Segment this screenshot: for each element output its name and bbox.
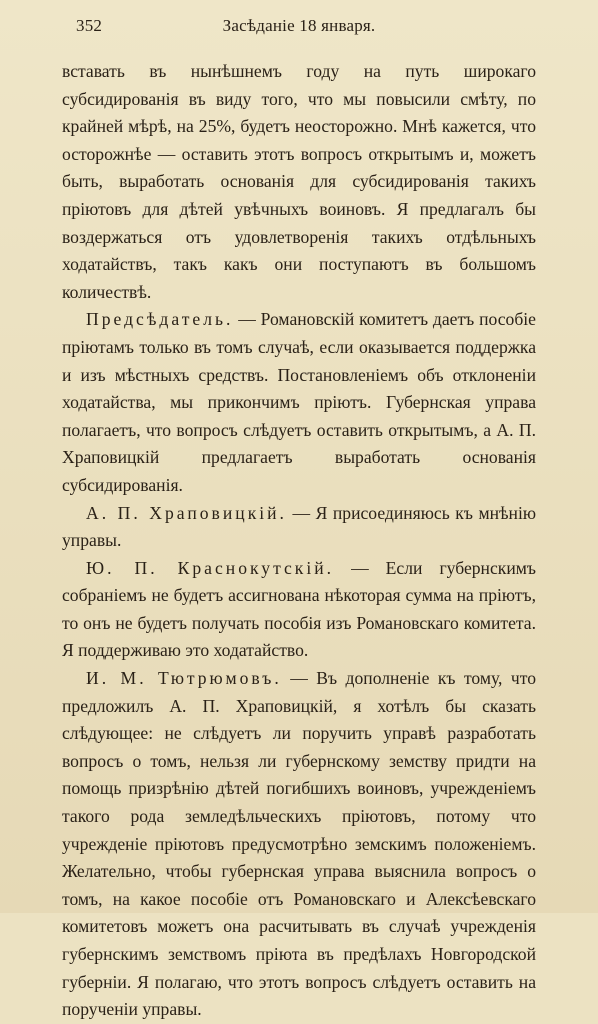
speaker-name: А. П. Храповицкій. xyxy=(86,502,287,523)
paragraph-text: — Если губернскимъ собраніемъ не будетъ ассигнована нѣкоторая сумма на пріютъ, то онъ не будетъ получать пособія изъ Романовскаго комитета. Я поддерживаю это ходатайство. xyxy=(62,557,536,661)
speaker-name: И. М. Тютрюмовъ. xyxy=(86,668,282,689)
paragraph-khrapovitsky xyxy=(62,500,536,555)
speaker-name: Предсѣдатель. xyxy=(86,309,234,330)
paragraph-tyutryumov xyxy=(62,665,536,1024)
running-title: Засѣданіе 18 января. xyxy=(222,16,376,35)
paragraph-continuation xyxy=(62,58,536,306)
page-number: 352 xyxy=(76,16,103,35)
speaker-name: Ю. П. Краснокутскій. xyxy=(86,557,335,578)
paragraph-text: вставать въ нынѣшнемъ году на путь широкаго субсидированія въ виду того, что мы повысили смѣту, по крайней мѣрѣ, на 25%, будетъ неосторожно. Мнѣ кажется, что осторожнѣе — оставить этотъ вопросъ открытымъ и, можетъ быть, выработать основанія для субсидированія такихъ пріютовъ для дѣтей увѣчныхъ воиновъ. Я предлагалъ бы воздержаться отъ удовлетворенія такихъ отдѣльныхъ ходатайствъ, такъ какъ они поступаютъ въ большомъ количествѣ. xyxy=(62,61,536,302)
document-body xyxy=(62,58,536,1024)
paragraph-text: — Я присоединяюсь къ мнѣнію управы. xyxy=(62,502,536,551)
paragraph-text: — Въ дополненіе къ тому, что предложилъ А. П. Храповицкій, я хотѣлъ бы сказать слѣдующее: не слѣдуетъ ли поручить управѣ разработать вопросъ о томъ, нельзя ли губернскому земству придти на помощь призрѣнію дѣтей погибшихъ воиновъ, учрежденіемъ такого рода земледѣльческихъ пріютовъ, потому что учрежденіе пріютовъ предусмотрѣно земскимъ положеніемъ. Желательно, чтобы губернская управа выяснила вопросъ о томъ, на какое пособіе отъ Романовскаго и Алексѣевскаго комитетовъ можетъ она расчитывать въ случаѣ учрежденія губернскимъ земствомъ пріюта въ предѣлахъ Новгородской губерніи. Я полагаю, что этотъ вопросъ слѣдуетъ оставить на порученіи управы. xyxy=(62,668,536,1020)
paragraph-text: — Романовскій комитетъ даетъ пособіе пріютамъ только въ томъ случаѣ, если оказывается поддержка и изъ мѣстныхъ средствъ. Постановленіемъ объ отклоненіи ходатайства, мы прикончимъ пріютъ. Губернская управа полагаетъ, что вопросъ слѣдуетъ оставить открытымъ, а А. П. Храповицкій предлагаетъ выработать основанія субсидированія. xyxy=(62,309,536,495)
paragraph-chairman xyxy=(62,306,536,499)
paragraph-krasnokutsky xyxy=(62,555,536,665)
page-header xyxy=(62,16,536,42)
